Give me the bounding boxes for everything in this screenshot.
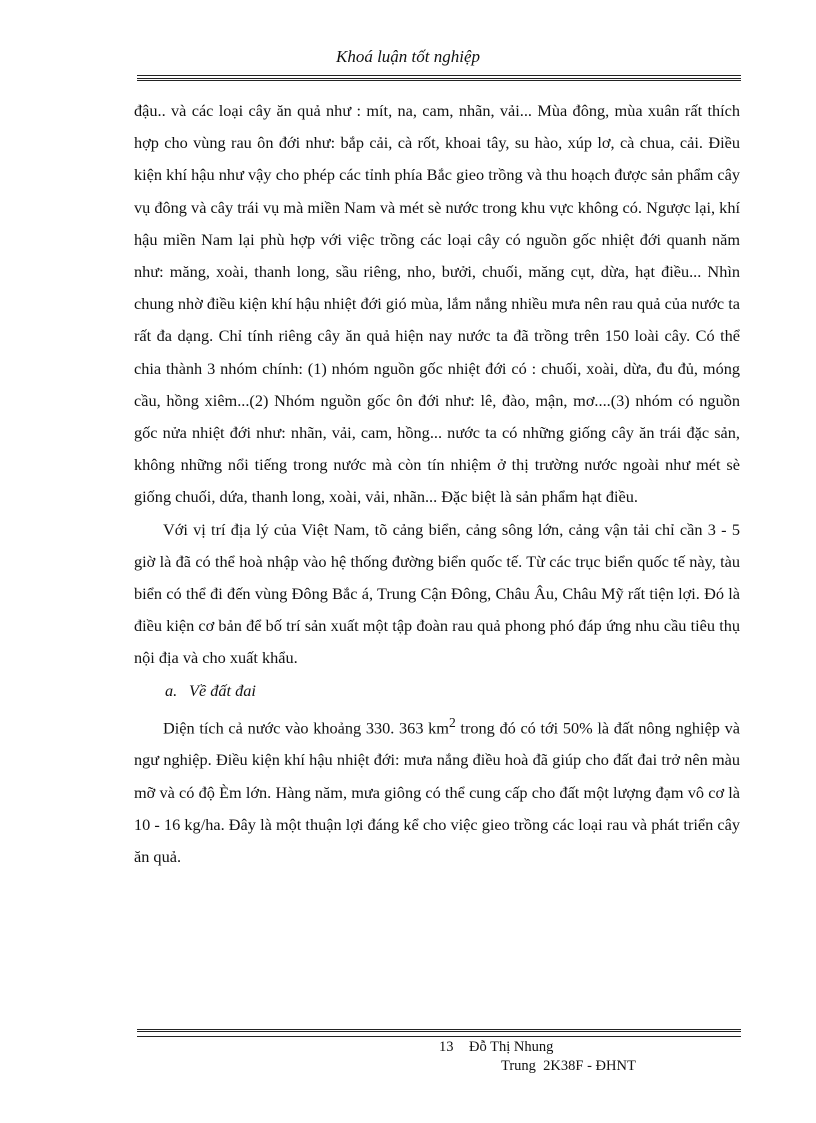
paragraph-land — [134, 707, 740, 873]
section-label: a. — [165, 680, 178, 700]
footer-class-info: Trung 2K38F - ĐHNT — [501, 1058, 636, 1074]
paragraph-land-part1: Diện tích cả nước vào khoảng 330. 363 km — [163, 718, 449, 738]
footer-rule-thick — [137, 1029, 741, 1032]
header-title: Khoá luận tốt nghiệp — [335, 47, 481, 66]
page-number: 13 — [439, 1039, 454, 1055]
footer-line1 — [439, 1039, 553, 1056]
paragraph-continuation: đậu.. và các loại cây ăn quả như : mít, na, cam, nhãn, vải... Mùa đông, mùa xuân rất thích hợp cho vùng rau ôn đới như: bắp cải, cà rốt, khoai tây, su hào, xúp lơ, cà chua, cải. Điều kiện khí hậu như vậy cho phép các tỉnh phía Bắc gieo trồng và thu hoạch được sản phẩm cây vụ đông và cây trái vụ mà miền Nam và mét sè nước trong khu vực không có. Ngược lại, khí hậu miền Nam lại phù hợp với việc trồng các loại cây có nguồn gốc nhiệt đới quanh năm như: măng, xoài, thanh long, sầu riêng, nho, bưởi, chuối, măng cụt, dừa, hạt điều... Nhìn chung nhờ điều kiện khí hậu nhiệt đới gió mùa, lắm nắng nhiều mưa nên rau quả của nước ta rất đa dạng. Chỉ tính riêng cây ăn quả hiện nay nước ta đã trồng trên 150 loài cây. Có thể chia thành 3 nhóm chính: (1) nhóm nguồn gốc nhiệt đới có : chuối, xoài, dừa, đu đủ, móng cầu, hồng xiêm...(2) Nhóm nguồn gốc ôn đới như: lê, đào, mận, mơ....(3) nhóm có nguồn gốc nửa nhiệt đới như: nhãn, vải, cam, hồng... nước ta có những giống cây ăn trái đặc sản, không những nổi tiếng trong nước mà còn tín nhiệm ở thị trường nước ngoài như mét sè giống chuối, dứa, thanh long, xoài, vải, nhãn... Đặc biệt là sản phẩm hạt điều. — [134, 101, 740, 507]
paragraph-land-part2: trong đó có tới 50% là đất nông nghiệp và ngư nghiệp. Điều kiện khí hậu nhiệt đới: mưa nắng điều hoà đã giúp cho đất đai trở nên màu mỡ và có độ Èm lớn. Hàng năm, mưa giông có thể cung cấp cho đất một lượng đạm vô cơ là 10 - 16 kg/ha. Đây là một thuận lợi đáng kể cho việc gieo trồng các loại rau và phát triển cây ăn quả. — [134, 718, 740, 867]
superscript-2: 2 — [448, 714, 456, 730]
footer-author: Đỗ Thị Nhung — [469, 1039, 554, 1055]
paragraph-geography: Với vị trí địa lý của Việt Nam, tõ cảng biển, cảng sông lớn, cảng vận tải chỉ cần 3 - 5 giờ là đã có thể hoà nhập vào hệ thống đường biển quốc tế. Từ các trục biển quốc tế này, tàu biển có thể đi đến vùng Đông Bắc á, Trung Cận Đông, Châu Âu, Châu Mỹ rất tiện lợi. Đó là điều kiện cơ bản để bố trí sản xuất một tập đoàn rau quả phong phó đáp ứng nhu cầu tiêu thụ nội địa và cho xuất khẩu. — [134, 519, 740, 668]
body-text — [134, 95, 740, 873]
section-title: Về đất đai — [189, 680, 256, 700]
section-heading — [134, 675, 740, 707]
header-rule-thick — [137, 78, 741, 81]
footer-rule-thin — [137, 1036, 741, 1037]
header-rule-thin — [137, 75, 741, 76]
